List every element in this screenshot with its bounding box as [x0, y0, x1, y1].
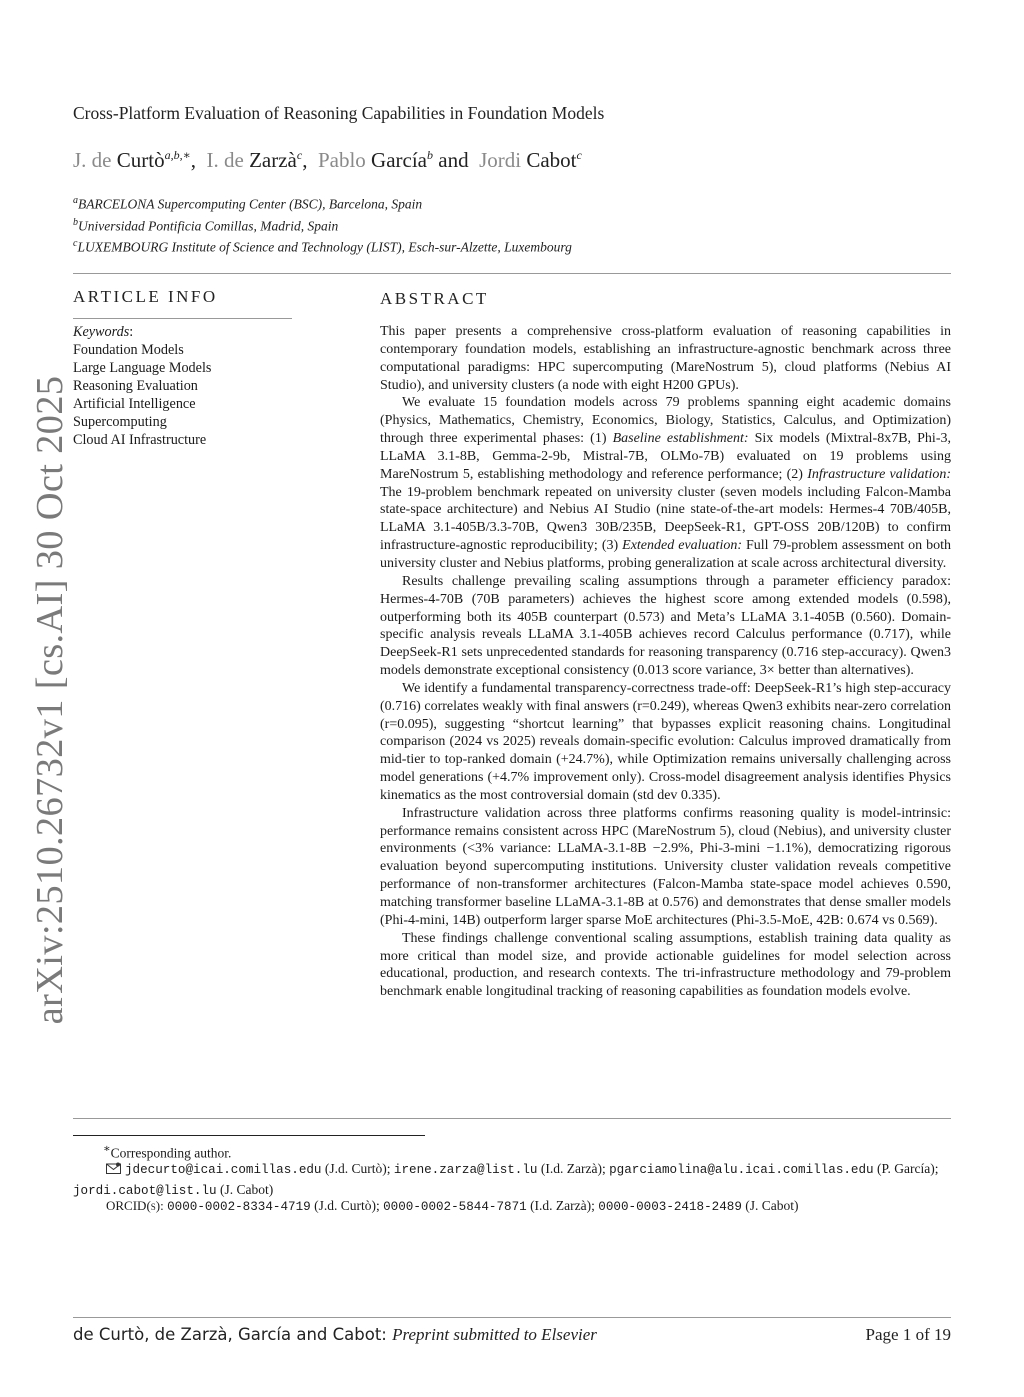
affiliation-c: $^c$LUXEMBOURG Institute of Science and Technology (LIST), Esch-sur-Alzette, Luxembourg — [73, 238, 572, 255]
email-link[interactable]: irene.zarza@list.lu — [393, 1163, 538, 1177]
author-4: Jordi Cabot$^c$ — [479, 148, 582, 172]
keyword-item: Large Language Models — [73, 360, 212, 376]
footer-rule — [73, 1317, 951, 1318]
arxiv-stamp: arXiv:2510.26732v1 [cs.AI] 30 Oct 2025 — [29, 375, 71, 1025]
abstract-body — [380, 323, 951, 1001]
keyword-item: Foundation Models — [73, 342, 184, 358]
footer-citation: de Curtò, de Zarzà, García and Cabot: Preprint submitted to Elsevier — [73, 1325, 597, 1344]
envelope-icon — [106, 1162, 121, 1174]
author-list — [73, 148, 582, 173]
orcid-link[interactable]: 0000-0002-8334-4719 — [167, 1200, 311, 1214]
keywords-block: Keywords: Foundation Models Large Language Models Reasoning Evaluation Artificial Intelligence Supercomputing Cloud AI Infrastructure — [73, 324, 212, 448]
abstract-paragraph-3: Results challenge prevailing scaling assumptions through a parameter efficiency paradox: Hermes-4-70B (70B parameters) achieves the highest score among extended models (0.598), outperforming both its 405B counterpart (0.573) and Meta’s LLaMA 3.1-405B (0.560). Domain-specific analysis reveals LLaMA 3.1-405B achieves record Calculus performance (0.717), while DeepSeek-R1 sets unprecedented standards for reasoning transparency (0.716 step-accuracy). Qwen3 models demonstrate exceptional consistency (0.013 score variance, 3× better than alternatives). — [380, 573, 951, 679]
abstract-end-rule — [73, 1118, 951, 1119]
abstract-paragraph-6: These findings challenge conventional scaling assumptions, establish training data quality as more critical than model size, and provide actionable guidelines for model selection across educational, production, and research contexts. The tri-infrastructure methodology and 79-problem benchmark enable longitudinal tracking of reasoning capabilities as foundation models evolve. — [380, 930, 951, 1000]
keyword-item: Artificial Intelligence — [73, 396, 196, 412]
page-number: Page 1 of 19 — [865, 1325, 951, 1344]
keyword-item: Supercomputing — [73, 414, 167, 430]
abstract-paragraph-2: We evaluate 15 foundation models across 79 problems spanning eight academic domains (Physics, Mathematics, Chemistry, Economics, Biology, Statistics, Calculus, and Optimization) through three experimental phases: (1) Baseline establishment: Six models (Mixtral-8x7B, Phi-3, LLaMA 3.1-8B, Gemma-2-9b, Mistral-7B, OLMo-7B) evaluated on 19 problems using MareNostrum 5, establishing methodology and reference performance; (2) Infrastructure validation: The 19-problem benchmark repeated on university cluster (seven models including Falcon-Mamba state-space architecture) and Nebius AI Studio (nine state-of-the-art models: Hermes-4 70B/405B, LLaMA 3.1-405B/3.3-70B, Qwen3 30B/235B, DeepSeek-R1, GPT-OSS 20B/120B) to confirm infrastructure-agnostic reproducibility; (3) Extended evaluation: Full 79-problem assessment on both university cluster and Nebius platforms, probing generalization at scale across architectural diversity. — [380, 395, 951, 571]
affiliation-b: $^b$Universidad Pontificia Comillas, Madrid, Spain — [73, 217, 339, 234]
abstract-paragraph-4: We identify a fundamental transparency-correctness trade-off: DeepSeek-R1’s high step-accuracy (0.716) correlates weakly with final answers (r=0.249), whereas Qwen3 exhibits near-zero correlation (r=0.095), suggesting “shortcut learning” that bypasses explicit reasoning chains. Longitudinal comparison (2024 vs 2025) reveals domain-specific evolution: Calculus improved dramatically from mid-tier to top-ranked domain (+24.7%), while Optimization remains universally challenging across model generations (+4.7% improvement only). Cross-model disagreement analysis identifies Physics kinematics as the most controversial domain (std dev 0.335). — [380, 680, 951, 803]
affiliation-a: $^a$BARCELONA Supercomputing Center (BSC), Barcelona, Spain — [73, 195, 423, 212]
author-2: I. de Zarzà$^c$, — [206, 148, 308, 172]
keywords-label: Keywords — [73, 324, 130, 340]
orcid-link[interactable]: 0000-0003-2418-2489 — [598, 1200, 742, 1214]
article-info-heading: ARTICLE INFO — [73, 287, 218, 306]
email-link[interactable]: jordi.cabot@list.lu — [73, 1184, 217, 1198]
email-link[interactable]: jdecurto@icai.comillas.edu — [125, 1163, 322, 1177]
orcid-link[interactable]: 0000-0002-5844-7871 — [383, 1200, 527, 1214]
corresponding-note: ∗Corresponding author. — [103, 1143, 232, 1161]
email-link[interactable]: pgarciamolina@alu.icai.comillas.edu — [609, 1163, 874, 1177]
keyword-item: Cloud AI Infrastructure — [73, 432, 207, 448]
abstract-paragraph-1: This paper presents a comprehensive cross-platform evaluation of reasoning capabilities in contemporary foundation models, establishing an infrastructure-agnostic benchmark across three computational paradigms: HPC supercomputing (MareNostrum 5), cloud platforms (Nebius AI Studio), and university clusters (a node with eight H200 GPUs). — [380, 324, 951, 393]
article-info-rule — [73, 318, 292, 319]
email-note: jdecurto@icai.comillas.edu (J.d. Curtò); irene.zarza@list.lu (I.d. Zarzà); pgarciamolina@alu.icai.comillas.edu (P. García); jordi.cabot@list.lu (J. Cabot) — [73, 1161, 939, 1198]
author-1: J. de Curtò$^{a,b,∗}$, — [73, 148, 196, 172]
orcid-note: ORCID(s): 0000-0002-8334-4719 (J.d. Curtò); 0000-0002-5844-7871 (I.d. Zarzà); 0000-0003-2418-2489 (J. Cabot) — [106, 1198, 799, 1214]
abstract-heading: ABSTRACT — [380, 289, 489, 308]
keyword-item: Reasoning Evaluation — [73, 378, 198, 394]
author-3: Pablo García$^b$ and — [317, 148, 469, 172]
header-rule — [73, 273, 951, 274]
footnote-rule — [73, 1135, 425, 1136]
paper-title: Cross-Platform Evaluation of Reasoning Capabilities in Foundation Models — [73, 103, 605, 123]
abstract-paragraph-5: Infrastructure validation across three platforms confirms reasoning quality is model-intrinsic: performance remains consistent across HPC (MareNostrum 5), cloud (Nebius), and university cluster environments (<3% variance: LLaMA-3.1-8B −2.9%, Phi-3-mini −1.1%), democratizing rigorous evaluation beyond supercomputing institutions. University cluster validation reveals competitive performance of non-transformer architectures (Falcon-Mamba state-space model achieves 0.590, matching transformer baseline LLaMA-3.1-8B at 0.576) and demonstrates that dense smaller models (Phi-4-mini, 14B) outperform larger sparse MoE architectures (Phi-3.5-MoE, 42B: 0.674 vs 0.569). — [380, 805, 951, 928]
